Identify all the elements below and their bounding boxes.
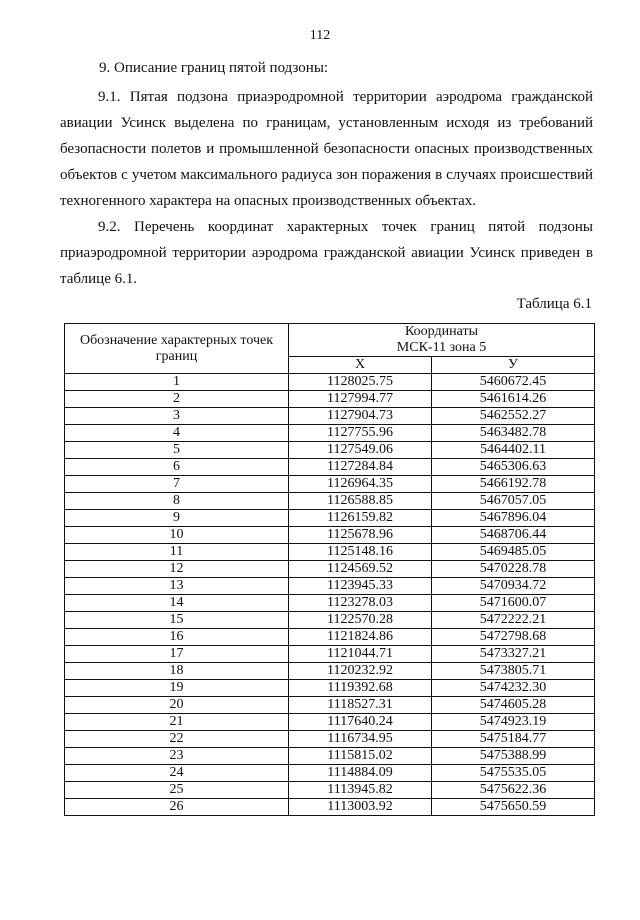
point-number: 7 bbox=[65, 476, 289, 493]
y-coordinate: 5470934.72 bbox=[432, 578, 595, 595]
x-coordinate: 1122570.28 bbox=[289, 612, 432, 629]
x-coordinate: 1119392.68 bbox=[289, 680, 432, 697]
point-number: 16 bbox=[65, 629, 289, 646]
x-coordinate: 1114884.09 bbox=[289, 765, 432, 782]
y-coordinate: 5472798.68 bbox=[432, 629, 595, 646]
y-coordinate: 5466192.78 bbox=[432, 476, 595, 493]
x-coordinate: 1127549.06 bbox=[289, 442, 432, 459]
point-number: 4 bbox=[65, 425, 289, 442]
table-row bbox=[65, 578, 595, 595]
table-row bbox=[65, 612, 595, 629]
y-coordinate: 5475184.77 bbox=[432, 731, 595, 748]
x-coordinate: 1117640.24 bbox=[289, 714, 432, 731]
y-coordinate: 5473805.71 bbox=[432, 663, 595, 680]
y-coordinate: 5474605.28 bbox=[432, 697, 595, 714]
point-number: 15 bbox=[65, 612, 289, 629]
table-row bbox=[65, 442, 595, 459]
table-row bbox=[65, 748, 595, 765]
y-coordinate: 5467057.05 bbox=[432, 493, 595, 510]
point-number: 12 bbox=[65, 561, 289, 578]
x-coordinate: 1118527.31 bbox=[289, 697, 432, 714]
y-coordinate: 5474923.19 bbox=[432, 714, 595, 731]
y-coordinate: 5470228.78 bbox=[432, 561, 595, 578]
y-coordinate: 5475388.99 bbox=[432, 748, 595, 765]
x-coordinate: 1127994.77 bbox=[289, 391, 432, 408]
table-row bbox=[65, 663, 595, 680]
table-row bbox=[65, 782, 595, 799]
point-number: 25 bbox=[65, 782, 289, 799]
y-coordinate: 5468706.44 bbox=[432, 527, 595, 544]
coordinates-table bbox=[64, 323, 595, 816]
table-caption: Таблица 6.1 bbox=[516, 296, 592, 312]
x-coordinate: 1121044.71 bbox=[289, 646, 432, 663]
paragraph-9-2: 9.2. Перечень координат характерных точек границ пятой подзоны приаэродромной территории аэродрома гражданской авиации Усинск приведен в таблице 6.1. bbox=[60, 219, 593, 287]
table-row bbox=[65, 629, 595, 646]
y-coordinate: 5467896.04 bbox=[432, 510, 595, 527]
point-number: 2 bbox=[65, 391, 289, 408]
y-coordinate: 5474232.30 bbox=[432, 680, 595, 697]
point-number: 6 bbox=[65, 459, 289, 476]
y-coordinate: 5475650.59 bbox=[432, 799, 595, 816]
point-number: 11 bbox=[65, 544, 289, 561]
point-number: 26 bbox=[65, 799, 289, 816]
point-number: 1 bbox=[65, 374, 289, 391]
table-row bbox=[65, 697, 595, 714]
point-number: 10 bbox=[65, 527, 289, 544]
table-row bbox=[65, 476, 595, 493]
x-coordinate: 1126159.82 bbox=[289, 510, 432, 527]
x-coordinate: 1121824.86 bbox=[289, 629, 432, 646]
table-row bbox=[65, 765, 595, 782]
point-number: 13 bbox=[65, 578, 289, 595]
table-row bbox=[65, 527, 595, 544]
y-coordinate: 5461614.26 bbox=[432, 391, 595, 408]
point-number: 8 bbox=[65, 493, 289, 510]
y-coordinate: 5464402.11 bbox=[432, 442, 595, 459]
x-coordinate: 1124569.52 bbox=[289, 561, 432, 578]
table-body bbox=[65, 374, 595, 816]
header-x: X bbox=[289, 357, 432, 374]
point-number: 3 bbox=[65, 408, 289, 425]
page-number: 112 bbox=[309, 28, 331, 43]
x-coordinate: 1127904.73 bbox=[289, 408, 432, 425]
point-number: 5 bbox=[65, 442, 289, 459]
x-coordinate: 1128025.75 bbox=[289, 374, 432, 391]
y-coordinate: 5473327.21 bbox=[432, 646, 595, 663]
x-coordinate: 1120232.92 bbox=[289, 663, 432, 680]
y-coordinate: 5475535.05 bbox=[432, 765, 595, 782]
x-coordinate: 1123945.33 bbox=[289, 578, 432, 595]
table-row bbox=[65, 459, 595, 476]
table-row bbox=[65, 595, 595, 612]
table-row bbox=[65, 374, 595, 391]
header-y: У bbox=[432, 357, 595, 374]
table-row bbox=[65, 493, 595, 510]
y-coordinate: 5475622.36 bbox=[432, 782, 595, 799]
section-heading: 9. Описание границ пятой подзоны: bbox=[99, 60, 329, 76]
x-coordinate: 1127755.96 bbox=[289, 425, 432, 442]
point-number: 9 bbox=[65, 510, 289, 527]
table-row bbox=[65, 391, 595, 408]
point-number: 20 bbox=[65, 697, 289, 714]
table-row bbox=[65, 731, 595, 748]
x-coordinate: 1125148.16 bbox=[289, 544, 432, 561]
point-number: 21 bbox=[65, 714, 289, 731]
table-row bbox=[65, 425, 595, 442]
point-number: 23 bbox=[65, 748, 289, 765]
y-coordinate: 5469485.05 bbox=[432, 544, 595, 561]
table-row bbox=[65, 561, 595, 578]
table-row bbox=[65, 714, 595, 731]
header-coordinates bbox=[289, 324, 595, 357]
y-coordinate: 5463482.78 bbox=[432, 425, 595, 442]
header-coordinates-title: Координаты bbox=[405, 324, 478, 339]
table-row bbox=[65, 799, 595, 816]
point-number: 24 bbox=[65, 765, 289, 782]
table-row bbox=[65, 408, 595, 425]
x-coordinate: 1126588.85 bbox=[289, 493, 432, 510]
y-coordinate: 5462552.27 bbox=[432, 408, 595, 425]
table-row bbox=[65, 544, 595, 561]
point-number: 22 bbox=[65, 731, 289, 748]
y-coordinate: 5465306.63 bbox=[432, 459, 595, 476]
point-number: 18 bbox=[65, 663, 289, 680]
x-coordinate: 1115815.02 bbox=[289, 748, 432, 765]
x-coordinate: 1125678.96 bbox=[289, 527, 432, 544]
x-coordinate: 1113945.82 bbox=[289, 782, 432, 799]
point-number: 14 bbox=[65, 595, 289, 612]
x-coordinate: 1116734.95 bbox=[289, 731, 432, 748]
header-points: Обозначение характерных точек границ bbox=[65, 324, 289, 374]
header-coordinates-system: МСК-11 зона 5 bbox=[396, 340, 487, 355]
point-number: 19 bbox=[65, 680, 289, 697]
y-coordinate: 5471600.07 bbox=[432, 595, 595, 612]
paragraph-9-1: 9.1. Пятая подзона приаэродромной территории аэродрома гражданской авиации Усинск выделена по границам, установленным исходя из требований безопасности полетов и промышленной безопасности опасных производственных объектов с учетом максимального радиуса зон поражения в случаях происшествий техногенного характера на опасных производственных объектах. bbox=[60, 89, 593, 209]
table-row bbox=[65, 646, 595, 663]
y-coordinate: 5472222.21 bbox=[432, 612, 595, 629]
x-coordinate: 1113003.92 bbox=[289, 799, 432, 816]
point-number: 17 bbox=[65, 646, 289, 663]
table-row bbox=[65, 510, 595, 527]
x-coordinate: 1123278.03 bbox=[289, 595, 432, 612]
table-row bbox=[65, 680, 595, 697]
x-coordinate: 1127284.84 bbox=[289, 459, 432, 476]
y-coordinate: 5460672.45 bbox=[432, 374, 595, 391]
x-coordinate: 1126964.35 bbox=[289, 476, 432, 493]
